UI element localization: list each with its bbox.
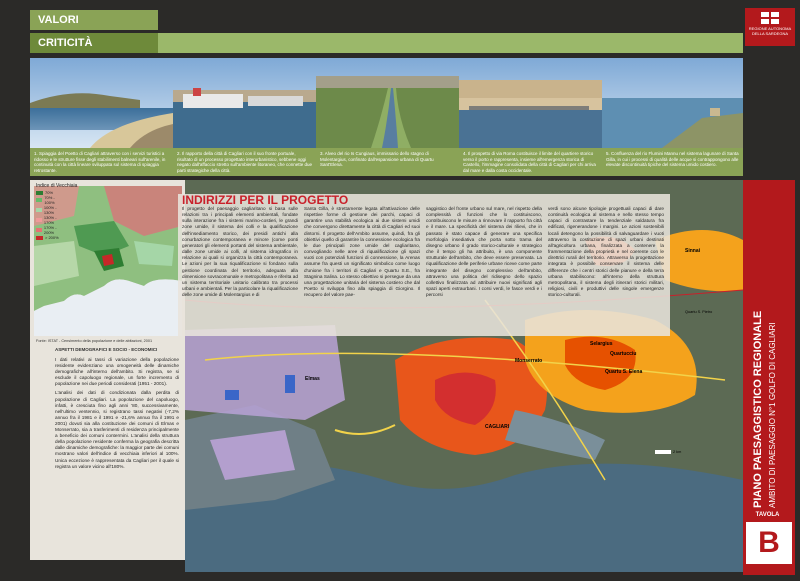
- map-label-quartu: Quartu S. Elena: [605, 369, 643, 375]
- map-label-pietro: Quartu S. Pietro: [685, 310, 713, 314]
- logo-line-1: REGIONE AUTONOMA: [748, 26, 792, 31]
- legend-item: [36, 235, 64, 240]
- legend-item: [36, 225, 64, 235]
- map-label-selargius: Selargius: [590, 341, 613, 347]
- valori-header: VALORI: [30, 10, 158, 30]
- legend-item: [36, 205, 64, 215]
- map-source: Fonte: ISTAT - Censimento della popolazione e delle abitazioni, 2001: [36, 339, 153, 343]
- map-label-elmas: Elmas: [305, 376, 320, 382]
- indirizzi-title: INDIRIZZI PER IL PROGETTO: [182, 193, 349, 207]
- legend-label: 100% - 130%: [43, 205, 57, 215]
- legend: [36, 190, 64, 240]
- tavola-label: TAVOLA: [755, 512, 780, 518]
- photo-2-caption: 2. Il rapporto della città di Cagliari con il suo fronte portuale, risultato di un processo progettato interurbanistico, sebbene oggi negato dall'affaccio stretto sull'ambiente litoraneo, che connette due parti strategiche della città.: [177, 151, 312, 173]
- legend-item: [36, 215, 64, 225]
- criticita-header: CRITICITÀ: [30, 33, 158, 53]
- photo-strip: [30, 58, 743, 148]
- photo-1-caption: 1. Spiaggia del Poetto di Cagliari attraverso con i servizi turistici a ridosso e le strutture fisse degli stabilimenti balneari sull'arenile, in continuità con la città lineare sviluppata sul sistema di spiaggia retrostante.: [34, 151, 166, 173]
- legend-label: > 200%: [45, 235, 59, 240]
- legend-label: 170% - 200%: [43, 225, 57, 235]
- aspetti-title: ASPETTI DEMOGRAFICI E SOCIO - ECONOMICI: [55, 347, 158, 352]
- legend-swatch: [36, 208, 42, 212]
- indirizzi-column-3: [426, 206, 542, 336]
- legend-item: [36, 195, 64, 205]
- photo-4-caption: 4. Il prospetto di via Roma costituisce il limite del quartiere storico verso il porto e rappresenta, insieme all'emergenza storica di Castello, l'immagine consolidata della città di Cagliari per chi arriva dal mare e dalla costa occidentale.: [463, 151, 596, 173]
- aspetti-text: [55, 357, 179, 473]
- legend-swatch: [36, 236, 43, 240]
- regione-sardegna-logo: [745, 8, 795, 46]
- criticita-bar: [158, 33, 743, 53]
- map-label-quartucciu: Quartucciu: [610, 351, 637, 357]
- indirizzi-text-4: verdi sono alcune tipologie progettuali capaci di dare continuità ecologica al sistema e nello stesso tempo capaci di contrastare la tendenziale saldatura fra edificati, rigenerandone i margini. Le azioni sostenibili locali detengono la possibilità di salvaguardare i vuoti attraverso la costituzione di spazi urbani destinati all'agricoltura urbana, finalizzata a contenere la frammentazione della proprietà e nel coerente con le direttrici rurali del territorio. Attraverso la progettazione integrata è possibile conservare il sistema delle differenze che i centri storici delle pianure e della terra urbana stabiliscono: all'interno della struttura metropolitana, il sistema degli itinerari storici militari, religiosi, civili e produttivi delle singole emergenze storico-culturali.: [548, 206, 664, 298]
- indirizzi-text-2: Santa Gilla, è strettamente legata all'attivazione delle rispettive forme di gestione dei parchi, capaci di garantire una stabilità ecologica ai due sistemi umidi che convergono direttamente la città di Cagliari ed suoi dintorni. Il progetto dell'Ambito assume, quindi, fra gli obiettivi quello di garantire la connessione ecologica fra le due principali zone umide del cagliaritano, convogliando nelle aree di riqualificazione gli spazi vuoti con potenziali funzioni di connessione, la Arenas assume fra questi un significato simbolico come luogo d'unione fra i territori di Cagliari e Quartu S.E., fra Stagnina Salina. Lo stesso obiettivo si persegue da una una progettazione unitaria del sistema costiero che dal Poetto si sviluppa fino alla spiaggia di Giorgino. Il recupero del valore pae-: [304, 206, 420, 298]
- map-label-sinnai: Sinnai: [685, 248, 701, 254]
- photo-5-caption: 5. Confluenza del rio Flumini Mannu nel sistema lagunare di Santa Gilla, in cui i processi di qualità delle acque si contrappongono alle elevate discontinuità tipiche del sistema umido costiero.: [606, 151, 739, 167]
- tavola-letter: B: [746, 522, 792, 564]
- legend-title: Indice di Vecchiaia: [36, 183, 78, 189]
- photo-3: [316, 58, 459, 148]
- aspetti-paragraph-1: I dati relativi ai tassi di variazione della popolazione residente evidenziano una omogeneità delle dinamiche demografiche all'interno dell'ambito. Si registra, se si esclude il capoluogo regionale, un forte incremento di popolazione nei due periodi considerati (1951 - 2001).: [55, 357, 179, 387]
- vertical-title: [746, 300, 794, 510]
- legend-swatch: [36, 228, 42, 232]
- legend-label: 70% - 100%: [44, 195, 55, 205]
- plan-title: PIANO PAESAGGISTICO REGIONALE: [752, 310, 764, 508]
- photo-2: [173, 58, 316, 148]
- indirizzi-column-2: [304, 206, 420, 336]
- indirizzi-text-3: saggistico del fronte urbano sul mare, nel rispetto della complessità di funzioni che lo costituiscono, contribuiscono le misure a rinnovare il rapporto fra città e il mare. La specificità del sistema dei rilievi, che in passato è stato capace di generare una specifica morfologia insediativa che porta sotto trama del disegno urbano il grado storico-culturale e strategico che il tempo gli ha attribuito, è una componente strutturale dell'ambito, che deve essere preservata. La riqualificazione delle periferie urbane riceve come parte integrante del disegno complessivo dell'ambito, attraverso una politica del ridisegno dello spazio collettivo finalizzata ad attribuire nuovi significati agli spazi aperti extraurbani. I corsi verdi, le fasce verdi e i percorsi: [426, 206, 542, 298]
- legend-swatch: [36, 218, 42, 222]
- legend-label: 70%: [45, 190, 54, 195]
- indirizzi-column-4: [548, 206, 664, 336]
- map-label-monserrato: Monserrato: [515, 358, 543, 364]
- legend-swatch: [36, 198, 42, 202]
- legend-swatch: [36, 191, 43, 195]
- map-scale-label: 2 km: [673, 450, 682, 454]
- aspetti-paragraph-2: L'analisi dei dati di condizionata dalla perdita di popolazione di Cagliari. La popolazione del capoluogo, infatti, è cresciuta fino agli anni '80, successivamente, nell'ultimo ventennio, si registrano tassi negativi (-7,2% annuo fra il 1981 e il 1991 e -21,6% annuo fra il 1991 e 2001) dovuti sia alla costituzione dei comuni di Elmas e Monserrato, sia a trasferimenti di residenza principalmente a beneficio dei comuni contermini. L'analisi della struttura della popolazione residente conferma la geografia descritta dalle dinamiche demografiche: la maggior parte dei comuni mostrano valori dell'indice di vecchiaia inferiori al 100%. Unica eccezione è rappresentata da Cagliari per il quale si registra un valore vicino all'180%.: [55, 390, 179, 469]
- logo-line-2: DELLA SARDEGNA: [751, 31, 788, 36]
- indirizzi-text-1: Il progetto del paesaggio cagliaritano si basa sulle relazioni tra i principali elementi ambientali, fondate sulla interazione fra i sistemi marino-costieri, le grandi zone umide, il sistema dei colli e la qualificazione dell'insediamento storico, dei presidi antichi alla conurbazione contemporanea e minore (come ponti generatori gli elementi portanti del sistema ambientale, dalle zone umide ai colli, al sistema idrografico in relazione ai quali si organizza la città contemporanea. Le azioni per la sua riqualificazione si fondano sulla gestione coordinata del territorio, adeguata alla dimensione sovracomunale e metropolitana e riferita ad un sistema territoriale unitario calibrato tra processi urbani e ambientali. Per la particolare la riqualificazione delle zone umide di Molentargius e di: [182, 206, 298, 298]
- indirizzi-column-1: [182, 206, 298, 336]
- sardinia-flag-icon: [761, 12, 779, 24]
- photo-5: [602, 58, 743, 148]
- photo-3-caption: 3. Alveo del rio Is Cungiaus, immissario dello stagno di Molentargius, confinato dall'espansione urbana di Quartu Sant'Elena.: [320, 151, 434, 167]
- photo-4: [459, 58, 602, 148]
- photo-1: [30, 58, 173, 148]
- plan-subtitle: AMBITO DI PAESAGGIO N°1 GOLFO DI CAGLIARI: [768, 322, 777, 508]
- legend-label: 130% - 170%: [43, 215, 57, 225]
- map-label-cagliari: CAGLIARI: [485, 424, 510, 430]
